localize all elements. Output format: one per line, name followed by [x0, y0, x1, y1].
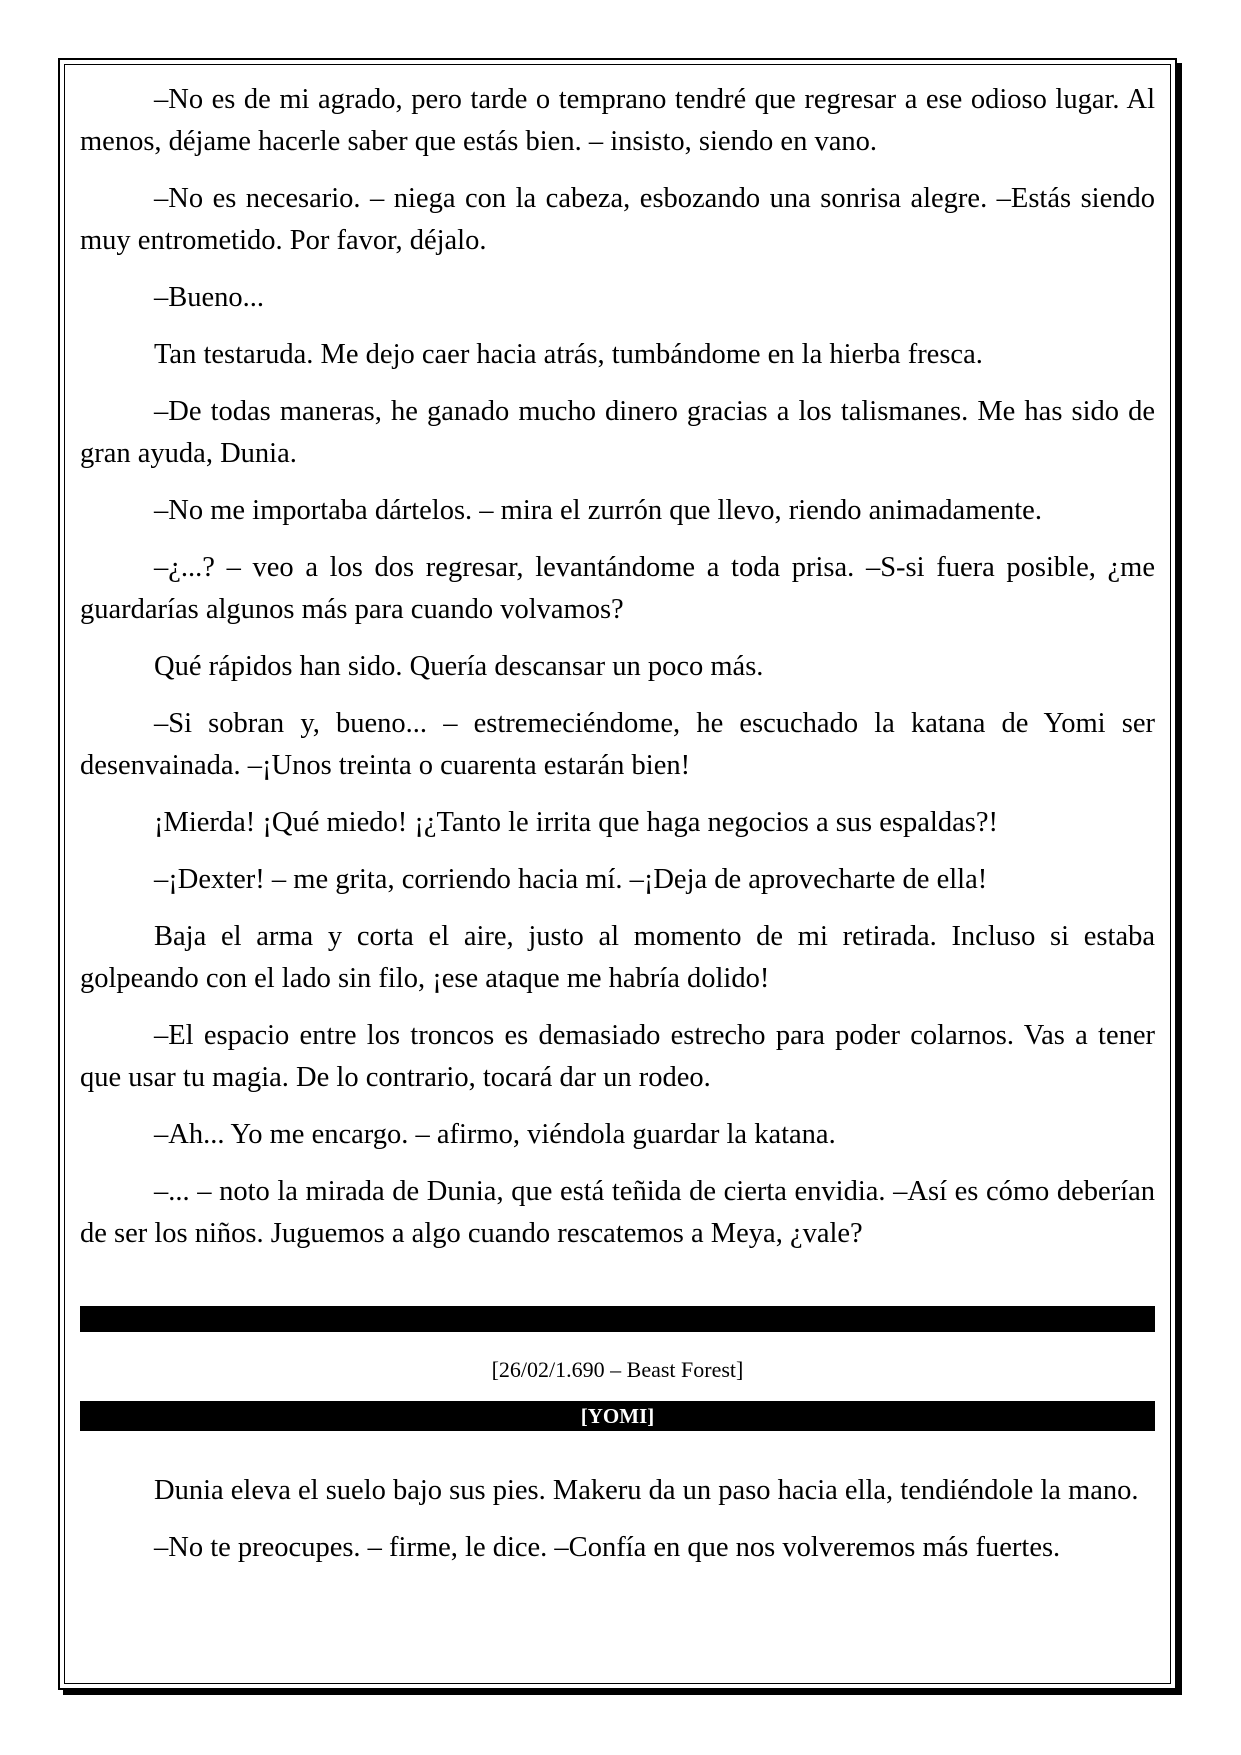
paragraph: –Ah... Yo me encargo. – afirmo, viéndola guardar la katana. [154, 1119, 836, 1150]
paragraph: Dunia eleva el suelo bajo sus pies. Makeru da un paso hacia ella, tendiéndole la mano. [154, 1475, 1139, 1506]
paragraph: Tan testaruda. Me dejo caer hacia atrás, tumbándome en la hierba fresca. [154, 339, 983, 370]
paragraph: –De todas maneras, he ganado mucho dinero gracias a los talismanes. Me has sido de gran ayuda, Dunia. [80, 396, 1155, 469]
pov-character-bar: [YOMI] [80, 1401, 1155, 1431]
paragraph: –No es necesario. – niega con la cabeza, esbozando una sonrisa alegre. –Estás siendo muy entrometido. Por favor, déjalo. [80, 183, 1155, 256]
paragraph: –No es de mi agrado, pero tarde o temprano tendré que regresar a ese odioso lugar. Al menos, déjame hacerle saber que estás bien. – insisto, siendo en vano. [80, 84, 1155, 157]
paragraph: –¡Dexter! – me grita, corriendo hacia mí. –¡Deja de aprovecharte de ella! [154, 864, 988, 895]
paragraph: –¿...? – veo a los dos regresar, levantándome a toda prisa. –S-si fuera posible, ¿me guardarías algunos más para cuando volvamos? [80, 552, 1155, 625]
body-text-top [80, 79, 1155, 1270]
paragraph: –No te preocupes. – firme, le dice. –Confía en que nos volveremos más fuertes. [154, 1532, 1061, 1563]
scene-divider-bar [80, 1306, 1155, 1332]
paragraph: –... – noto la mirada de Dunia, que está teñida de cierta envidia. –Así es cómo deberían de ser los niños. Juguemos a algo cuando rescatemos a Meya, ¿vale? [80, 1176, 1155, 1249]
scene-date-location: [26/02/1.690 – Beast Forest] [491, 1357, 744, 1382]
page-frame [58, 58, 1177, 1690]
body-text-bottom [80, 1470, 1155, 1584]
paragraph: –Bueno... [154, 282, 265, 313]
paragraph: –El espacio entre los troncos es demasiado estrecho para poder colarnos. Vas a tener que usar tu magia. De lo contrario, tocará dar un rodeo. [80, 1020, 1155, 1093]
paragraph: –No me importaba dártelos. – mira el zurrón que llevo, riendo animadamente. [154, 495, 1042, 526]
paragraph: Baja el arma y corta el aire, justo al momento de mi retirada. Incluso si estaba golpeando con el lado sin filo, ¡ese ataque me habría dolido! [80, 921, 1155, 994]
paragraph: –Si sobran y, bueno... – estremeciéndome, he escuchado la katana de Yomi ser desenvainada. –¡Unos treinta o cuarenta estarán bien! [80, 708, 1155, 781]
inner-frame [64, 64, 1171, 1684]
paragraph: ¡Mierda! ¡Qué miedo! ¡¿Tanto le irrita que haga negocios a sus espaldas?! [154, 807, 998, 838]
paragraph: Qué rápidos han sido. Quería descansar un poco más. [154, 651, 764, 682]
